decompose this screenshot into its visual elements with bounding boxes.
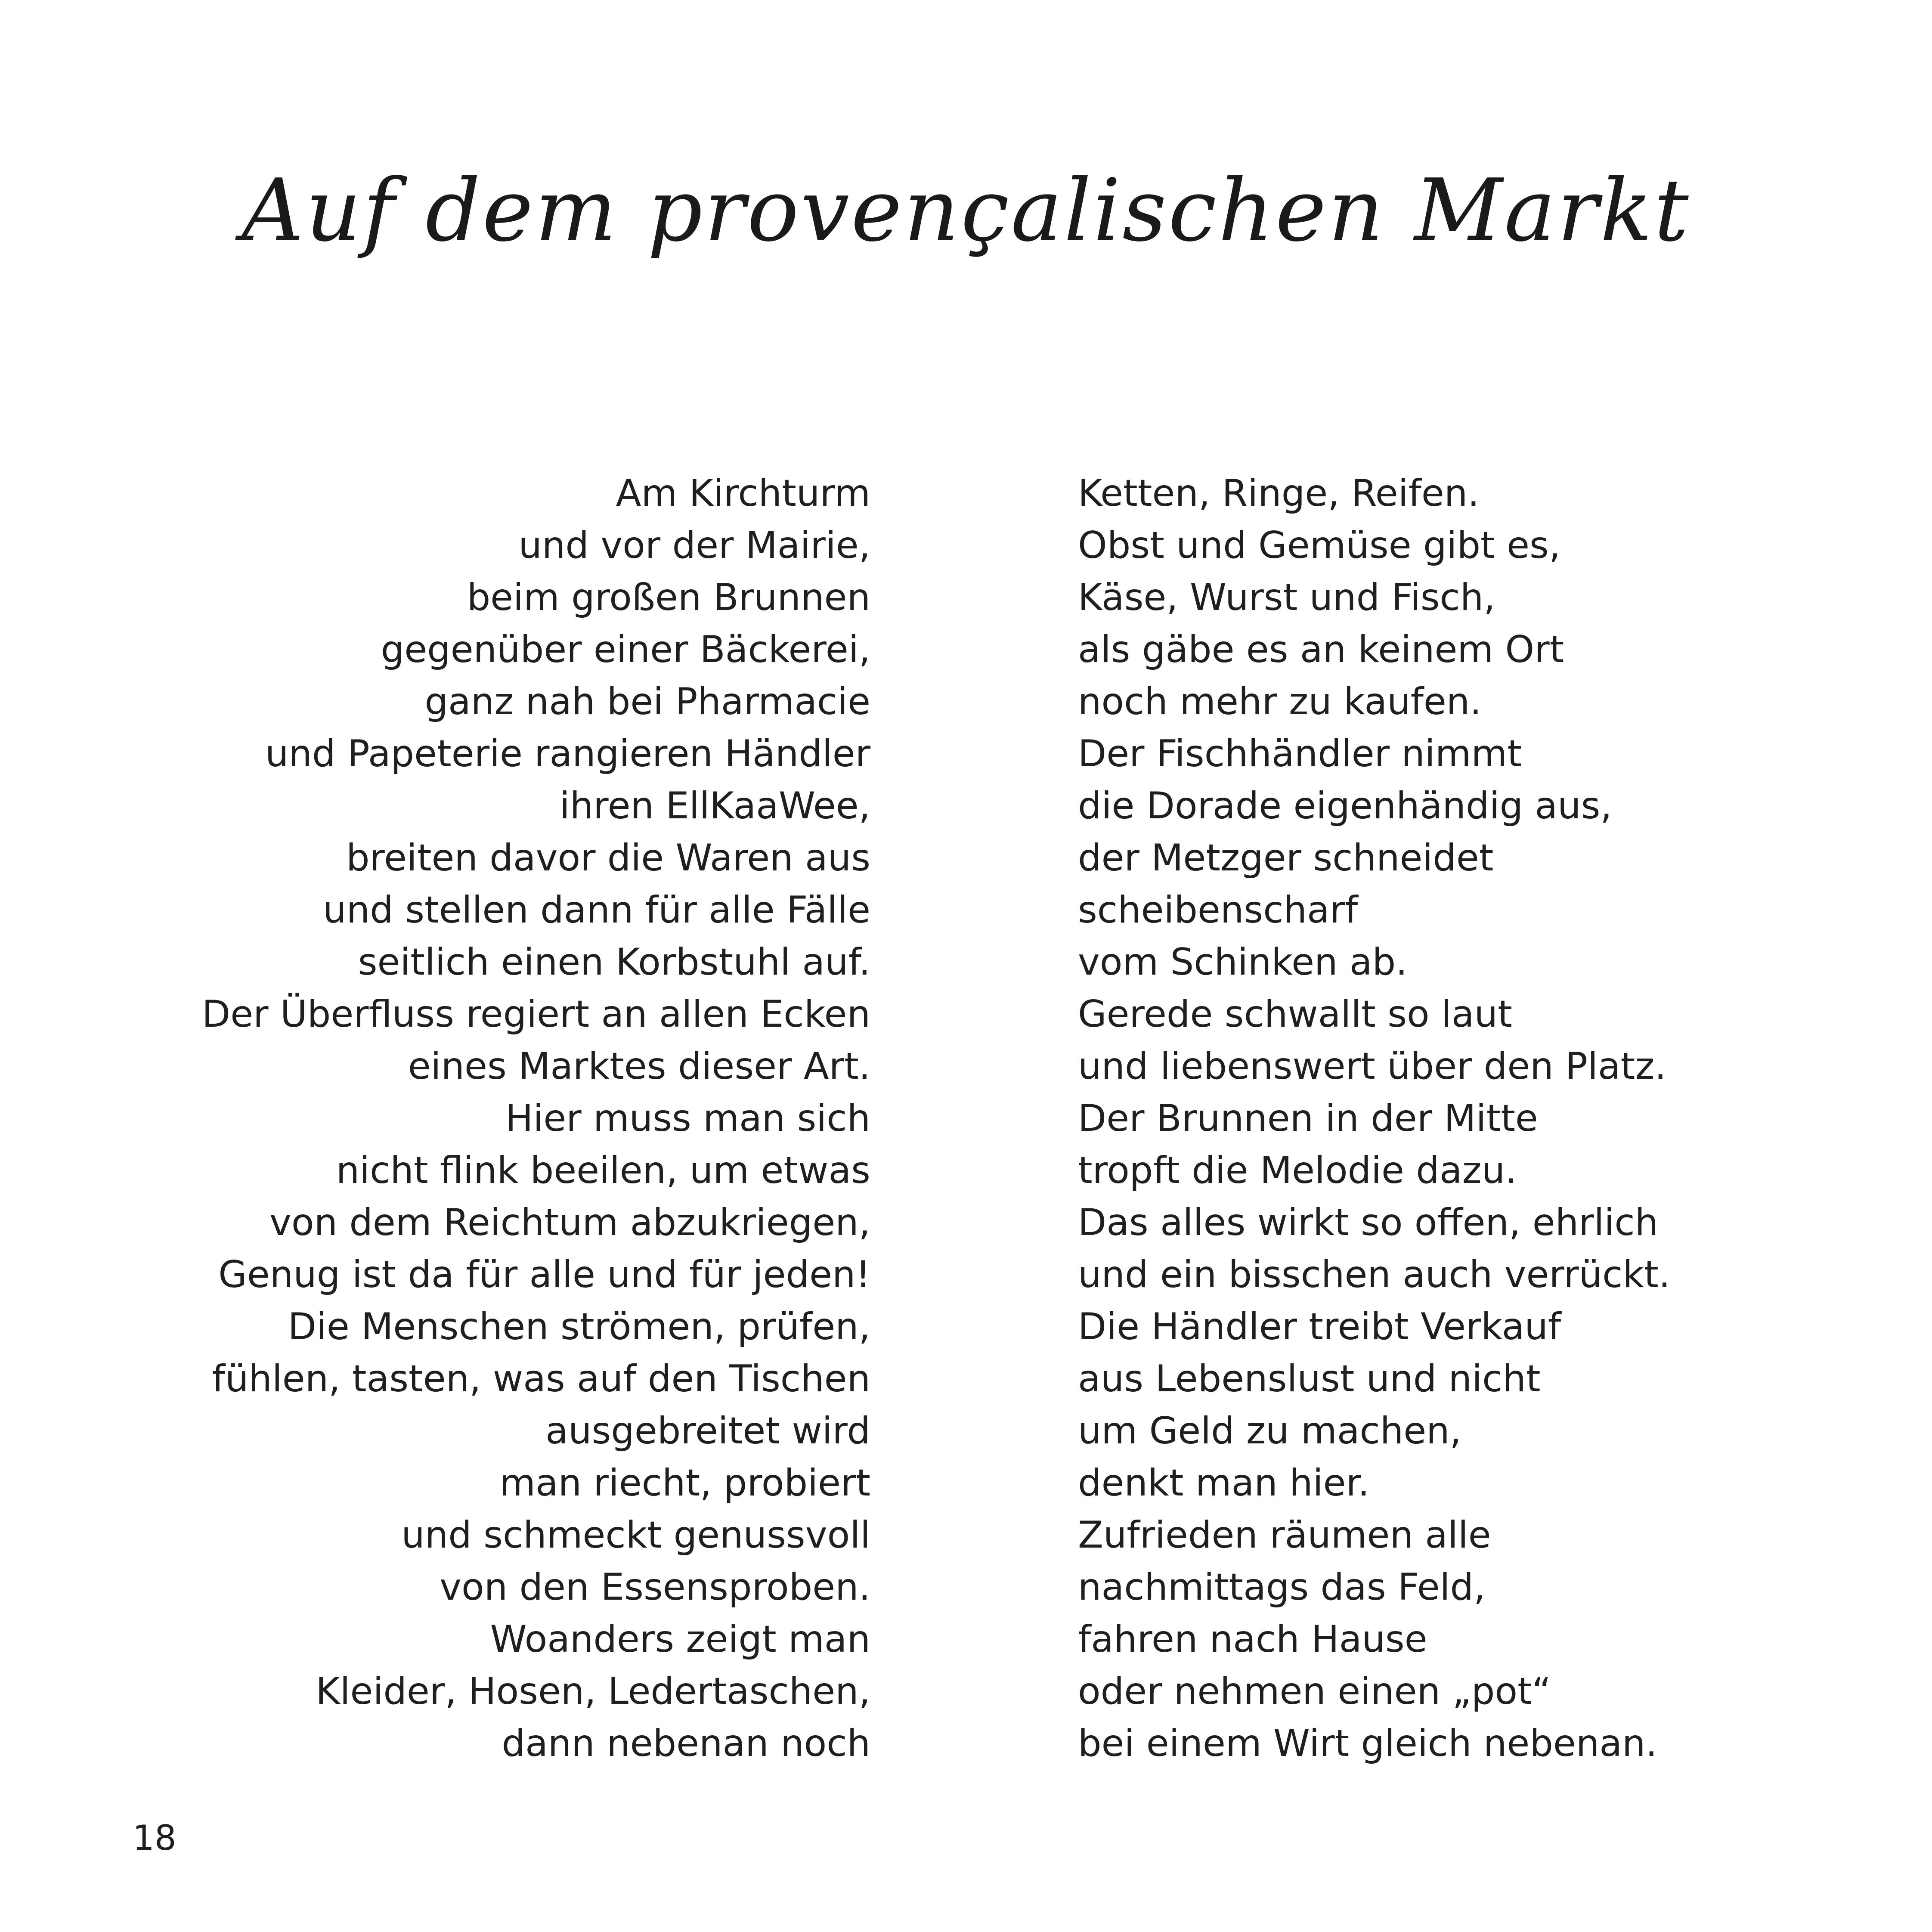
poem-line: Woanders zeigt man <box>490 1618 870 1661</box>
poem-left-column <box>172 468 870 1770</box>
poem-line: Hier muss man sich <box>505 1097 870 1140</box>
poem-line: um Geld zu machen, <box>1078 1409 1461 1452</box>
poem-title: Auf dem provençalischen Markt <box>242 161 1690 261</box>
poem-line: vom Schinken ab. <box>1078 941 1408 984</box>
poem-line: dann nebenan noch <box>502 1722 870 1765</box>
poem-line: eines Marktes dieser Art. <box>408 1045 870 1088</box>
poem-line: seitlich einen Korbstuhl auf. <box>358 941 870 984</box>
poem-line: als gäbe es an keinem Ort <box>1078 628 1564 671</box>
poem-line: ganz nah bei Pharmacie <box>424 680 870 723</box>
poem-line: und stellen dann für alle Fälle <box>323 889 870 932</box>
poem-line: breiten davor die Waren aus <box>346 836 870 879</box>
poem-line: und liebenswert über den Platz. <box>1078 1045 1666 1088</box>
poem-line: und schmeckt genussvoll <box>401 1514 870 1557</box>
poem-line: Ketten, Ringe, Reifen. <box>1078 472 1480 515</box>
poem-line: von den Essensproben. <box>440 1566 870 1609</box>
page-number: 18 <box>133 1818 176 1858</box>
poem-line: Käse, Wurst und Fisch, <box>1078 576 1495 619</box>
poem-line: gegenüber einer Bäckerei, <box>381 628 870 671</box>
poem-line: fühlen, tasten, was auf den Tischen <box>212 1357 870 1400</box>
poem-line: noch mehr zu kaufen. <box>1078 680 1482 723</box>
poem-line: nicht flink beeilen, um etwas <box>336 1149 870 1192</box>
poem-line: Der Brunnen in der Mitte <box>1078 1097 1538 1140</box>
poem-line: Gerede schwallt so laut <box>1078 993 1512 1036</box>
poem-line: aus Lebenslust und nicht <box>1078 1357 1541 1400</box>
poem-line: Zufrieden räumen alle <box>1078 1514 1491 1557</box>
poem-line: die Dorade eigenhändig aus, <box>1078 784 1612 827</box>
poem-line: Das alles wirkt so offen, ehrlich <box>1078 1201 1659 1244</box>
poem-line: der Metzger schneidet <box>1078 836 1494 879</box>
poem-line: Der Fischhändler nimmt <box>1078 732 1522 775</box>
poem-line: Die Menschen strömen, prüfen, <box>288 1305 870 1348</box>
poem-line: Kleider, Hosen, Ledertaschen, <box>316 1670 870 1713</box>
poem-line: scheibenscharf <box>1078 889 1358 932</box>
poem-line: bei einem Wirt gleich nebenan. <box>1078 1722 1657 1765</box>
poem-line: oder nehmen einen „pot“ <box>1078 1670 1551 1713</box>
poem-line: denkt man hier. <box>1078 1461 1370 1505</box>
poem-line: Genug ist da für alle und für jeden! <box>218 1253 870 1296</box>
poem-line: beim großen Brunnen <box>467 576 870 619</box>
poem-line: ausgebreitet wird <box>545 1409 870 1452</box>
poem-line: man riecht, probiert <box>499 1461 870 1505</box>
poem-line: tropft die Melodie dazu. <box>1078 1149 1517 1192</box>
poem-line: Der Überfluss regiert an allen Ecken <box>202 993 870 1036</box>
poem-line: Am Kirchturm <box>616 472 870 515</box>
poem-line: ihren EllKaaWee, <box>559 784 870 827</box>
poem-line: und vor der Mairie, <box>518 524 870 567</box>
poem-line: Obst und Gemüse gibt es, <box>1078 524 1561 567</box>
poem-line: von dem Reichtum abzukriegen, <box>269 1201 870 1244</box>
poem-line: nachmittags das Feld, <box>1078 1566 1486 1609</box>
poem-line: und ein bisschen auch verrückt. <box>1078 1253 1671 1296</box>
poem-line: Die Händler treibt Verkauf <box>1078 1305 1561 1348</box>
poem-right-column <box>1078 468 1767 1770</box>
poem-line: fahren nach Hause <box>1078 1618 1427 1661</box>
poem-line: und Papeterie rangieren Händler <box>265 732 870 775</box>
